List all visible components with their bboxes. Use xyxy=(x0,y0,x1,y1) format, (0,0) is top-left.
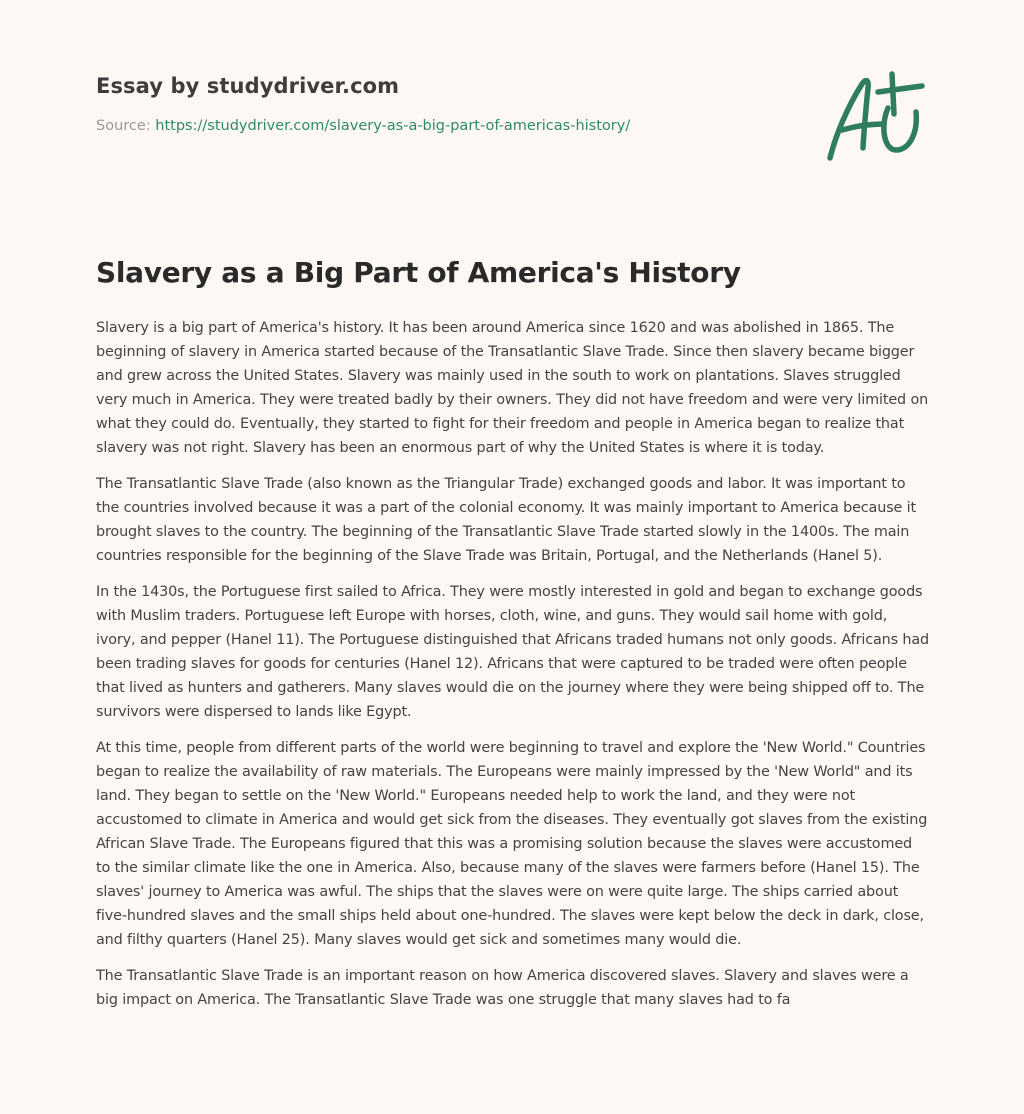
paragraph-1: Slavery is a big part of America's history. It has been around America since 1620 and was abolished in 1865. The beginning of slavery in America started because of the Transatlantic Slave Trade. Since then slavery became bigger and grew across the United States. Slavery was mainly used in the south to work on plantations. Slaves struggled very much in America. They were treated badly by their owners. They did not have freedom and were very limited on what they could do. Eventually, they started to fight for their freedom and people in America began to realize that slavery was not right. Slavery has been an enormous part of why the United States is where it is today. xyxy=(96,320,929,456)
a-plus-grade-logo-icon xyxy=(822,68,926,164)
paragraph-5: The Transatlantic Slave Trade is an important reason on how America discovered slaves. Slavery and slaves were a big impact on America. The Transatlantic Slave Trade was one struggle that many slaves had to fa xyxy=(96,968,909,1008)
paragraph-4: At this time, people from different parts of the world were beginning to travel and explore the 'New World." Countries began to realize the availability of raw materials. The Europeans were mainly impressed by the 'New World" and its land. They began to settle on the 'New World." Europeans needed help to work the land, and they were not accustomed to climate in America and would get sick from the diseases. They eventually got slaves from the existing African Slave Trade. The Europeans figured that this was a promising solution because the slaves were accustomed to the similar climate like the one in America. Also, because many of the slaves were farmers before (Hanel 15). The slaves' journey to America was awful. The ships that the slaves were on were quite large. The ships carried about five-hundred slaves and the small ships held about one-hundred. The slaves were kept below the deck in dark, close, and filthy quarters (Hanel 25). Many slaves would get sick and sometimes many would die. xyxy=(96,740,928,948)
source-link[interactable]: https://studydriver.com/slavery-as-a-big-part-of-americas-history/ xyxy=(155,118,631,134)
essay-body xyxy=(96,316,930,1024)
source-line xyxy=(96,118,796,134)
site-title: Essay by studydriver.com xyxy=(96,74,400,98)
paragraph-2: The Transatlantic Slave Trade (also known as the Triangular Trade) exchanged goods and labor. It was important to the countries involved because it was a part of the colonial economy. It was mainly important to America because it brought slaves to the country. The beginning of the Transatlantic Slave Trade started slowly in the 1400s. The main countries responsible for the beginning of the Slave Trade was Britain, Portugal, and the Netherlands (Hanel 5). xyxy=(96,476,917,564)
essay-header xyxy=(96,74,796,134)
paragraph-3: In the 1430s, the Portuguese first sailed to Africa. They were mostly interested in gold and began to exchange goods with Muslim traders. Portuguese left Europe with horses, cloth, wine, and guns. They would sail home with gold, ivory, and pepper (Hanel 11). The Portuguese distinguished that Africans traded humans not only goods. Africans had been trading slaves for goods for centuries (Hanel 12). Africans that were captured to be traded were often people that lived as hunters and gatherers. Many slaves would die on the journey where they were being shipped off to. The survivors were dispersed to lands like Egypt. xyxy=(96,584,929,720)
source-label: Source: xyxy=(96,118,151,134)
essay-title: Slavery as a Big Part of America's History xyxy=(96,256,741,289)
